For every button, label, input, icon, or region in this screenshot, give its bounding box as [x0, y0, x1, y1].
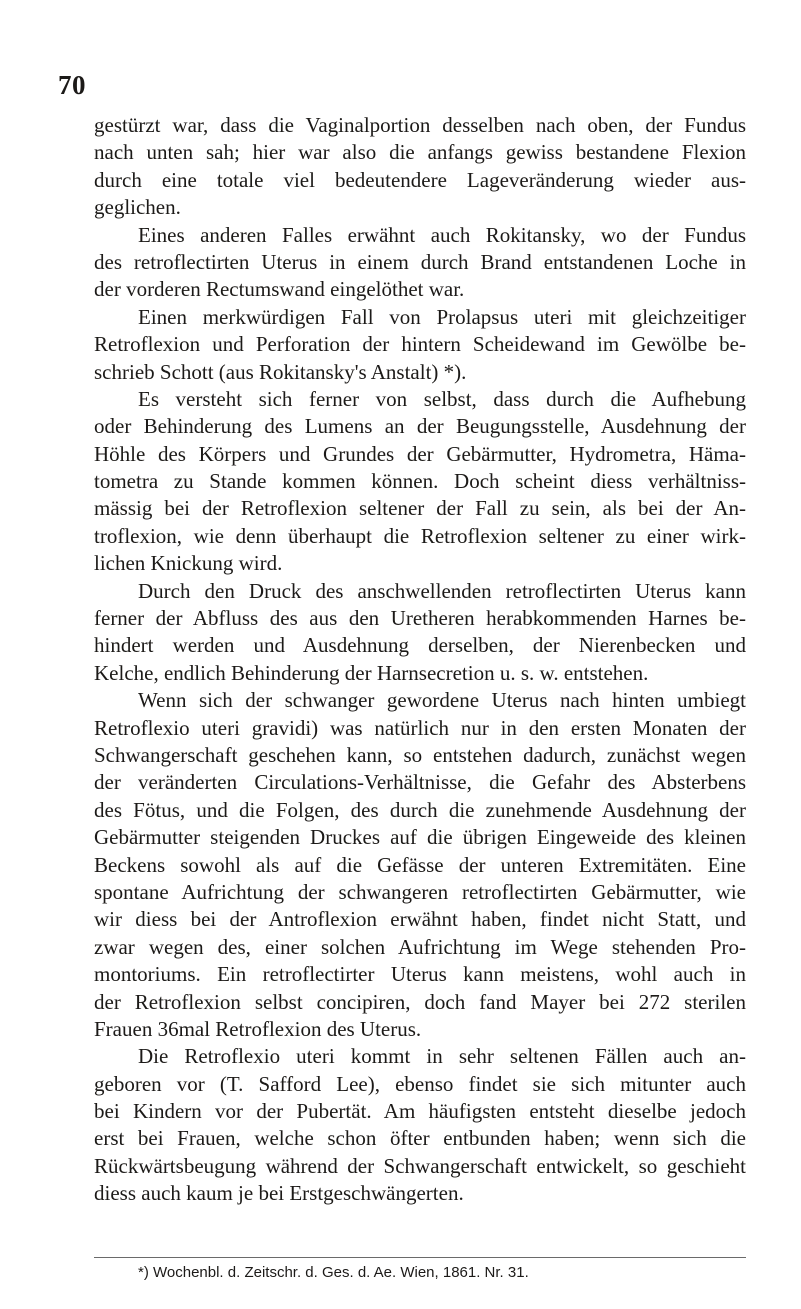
text-line: Rückwärtsbeugung während der Schwangerschaft entwickelt, so geschieht	[94, 1153, 746, 1178]
footnote: *) Wochenbl. d. Zeitschr. d. Ges. d. Ae. Wien, 1861. Nr. 31.	[138, 1264, 529, 1281]
text-line: gestürzt war, dass die Vaginalportion desselben nach oben, der Fundus	[94, 113, 746, 137]
page-number: 70	[58, 70, 86, 100]
footnote-divider	[94, 1257, 746, 1258]
text-line: nach unten sah; hier war also die anfangs gewiss bestandene Flexion	[94, 140, 746, 165]
text-line: Einen merkwürdigen Fall von Prolapsus uteri mit gleichzeitiger	[138, 304, 746, 329]
text-line: troflexion, wie denn überhaupt die Retroflexion seltener zu einer wirk-	[94, 523, 746, 548]
text-line: der Retroflexion selbst concipiren, doch fand Mayer bei 272 sterilen	[94, 989, 746, 1014]
text-line: Retroflexio uteri gravidi) was natürlich nur in den ersten Monaten der	[94, 715, 746, 740]
text-line: bei Kindern vor der Pubertät. Am häufigsten entsteht dieselbe jedoch	[94, 1099, 746, 1124]
text-line: oder Behinderung des Lumens an der Beugungsstelle, Ausdehnung der	[94, 414, 746, 439]
text-line: Retroflexion und Perforation der hintern Scheidewand im Gewölbe be-	[94, 332, 746, 357]
text-line: der veränderten Circulations-Verhältnisse, die Gefahr des Absterbens	[94, 770, 746, 795]
text-line: Schwangerschaft geschehen kann, so entstehen dadurch, zunächst wegen	[94, 742, 746, 767]
text-line: geglichen.	[94, 195, 181, 220]
text-line: der vorderen Rectumswand eingelöthet war.	[94, 277, 465, 302]
text-line: erst bei Frauen, welche schon öfter entbunden haben; wenn sich die	[94, 1126, 746, 1151]
text-line: tometra zu Stande kommen können. Doch scheint diess verhältniss-	[94, 469, 746, 494]
body-text	[94, 112, 746, 1208]
text-line: Gebärmutter steigenden Druckes auf die übrigen Eingeweide des kleinen	[94, 825, 746, 850]
text-line: Höhle des Körpers und Grundes der Gebärmutter, Hydrometra, Häma-	[94, 441, 746, 466]
text-line: des Fötus, und die Folgen, des durch die zunehmende Ausdehnung der	[94, 797, 746, 822]
text-line: zwar wegen des, einer solchen Aufrichtung im Wege stehenden Pro-	[94, 934, 746, 959]
text-line: des retroflectirten Uterus in einem durch Brand entstandenen Loche in	[94, 249, 746, 274]
text-line: Kelche, endlich Behinderung der Harnsecretion u. s. w. entstehen.	[94, 660, 649, 685]
text-line: Beckens sowohl als auf die Gefässe der unteren Extremitäten. Eine	[94, 852, 746, 877]
text-line: Wenn sich der schwanger gewordene Uterus nach hinten umbiegt	[138, 688, 746, 713]
text-line: mässig bei der Retroflexion seltener der Fall zu sein, als bei der An-	[94, 496, 746, 521]
text-line: ferner der Abfluss des aus den Uretheren herabkommenden Harnes be-	[94, 606, 746, 631]
text-line: montoriums. Ein retroflectirter Uterus kann meistens, wohl auch in	[94, 962, 746, 987]
text-line: diess auch kaum je bei Erstgeschwängerten.	[94, 1181, 464, 1206]
text-line: hindert werden und Ausdehnung derselben, der Nierenbecken und	[94, 633, 746, 658]
text-line: Frauen 36mal Retroflexion des Uterus.	[94, 1016, 422, 1041]
text-line: durch eine totale viel bedeutendere Lageveränderung wieder aus-	[94, 167, 746, 192]
text-line: spontane Aufrichtung der schwangeren retroflectirten Gebärmutter, wie	[94, 879, 746, 904]
text-line: Durch den Druck des anschwellenden retroflectirten Uterus kann	[138, 578, 746, 603]
text-line: lichen Knickung wird.	[94, 551, 283, 576]
text-line: Die Retroflexio uteri kommt in sehr seltenen Fällen auch an-	[138, 1044, 746, 1069]
text-line: Es versteht sich ferner von selbst, dass durch die Aufhebung	[138, 386, 746, 411]
text-line: Eines anderen Falles erwähnt auch Rokitansky, wo der Fundus	[138, 222, 746, 247]
text-line: wir diess bei der Antroflexion erwähnt haben, findet nicht Statt, und	[94, 907, 746, 932]
text-line: schrieb Schott (aus Rokitansky's Anstalt) *).	[94, 359, 467, 384]
text-line: geboren vor (T. Safford Lee), ebenso findet sie sich mitunter auch	[94, 1071, 746, 1096]
